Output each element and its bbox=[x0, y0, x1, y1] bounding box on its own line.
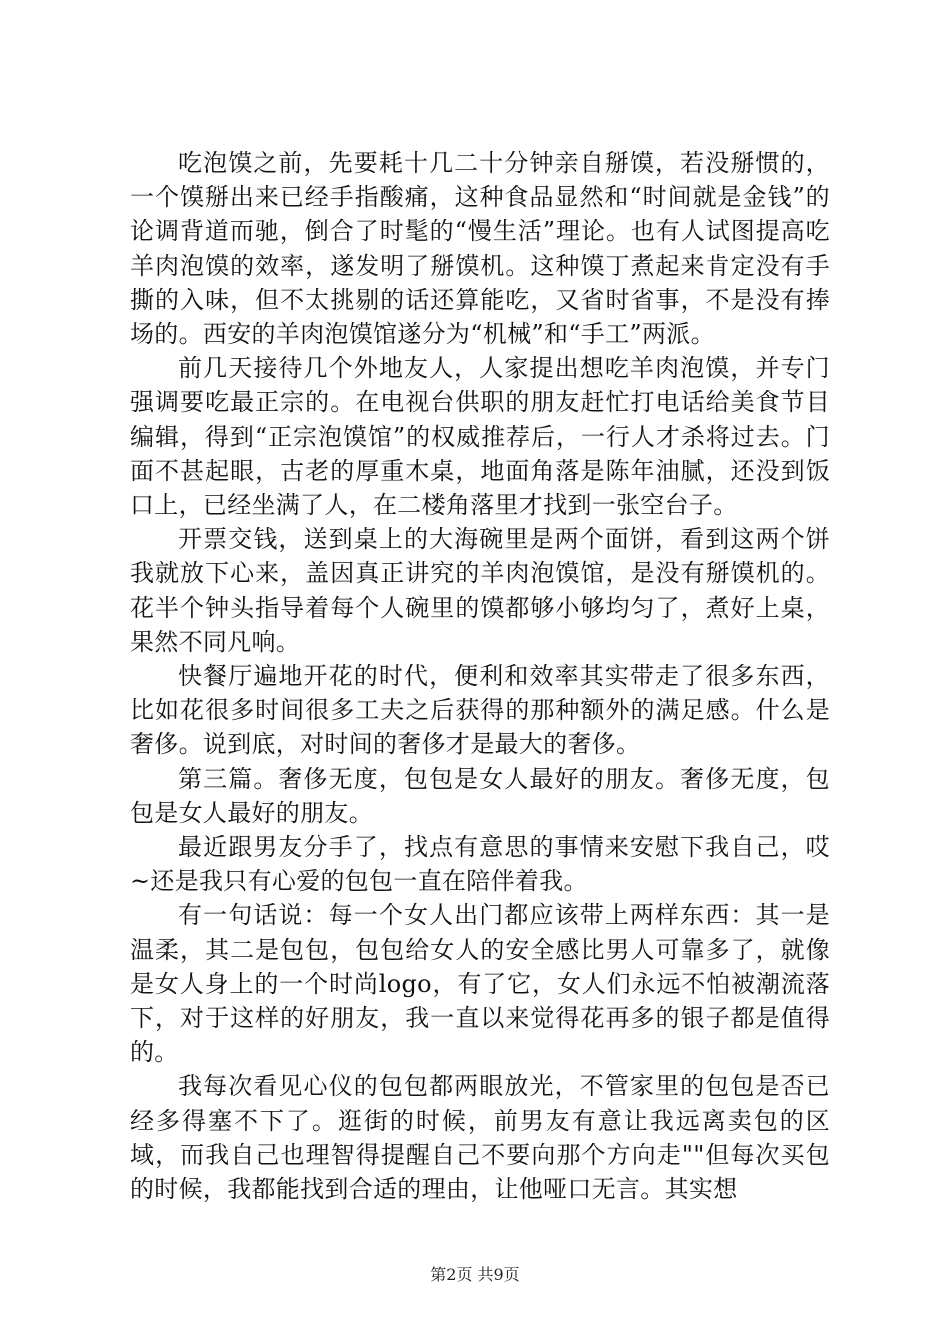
paragraph: 开票交钱，送到桌上的大海碗里是两个面饼，看到这两个饼我就放下心来，盖因真正讲究的羊肉泡馍馆，是没有掰馍机的。花半个钟头指导着每个人碗里的馍都够小够均匀了，煮好上桌，果然不同凡响。 bbox=[130, 525, 830, 656]
paragraph: 前几天接待几个外地友人，人家提出想吃羊肉泡馍，并专门强调要吃最正宗的。在电视台供职的朋友赶忙打电话给美食节目编辑，得到“正宗泡馍馆”的权威推荐后，一行人才杀将过去。门面不甚起眼，古老的厚重木桌，地面角落是陈年油腻，还没到饭口上，已经坐满了人，在二楼角落里才找到一张空台子。 bbox=[130, 354, 830, 520]
page-number-indicator: 第2页 共9页 bbox=[430, 1265, 520, 1284]
paragraph: 最近跟男友分手了，找点有意思的事情来安慰下我自己，哎~还是我只有心爱的包包一直在陪伴着我。 bbox=[130, 833, 830, 896]
document-body bbox=[130, 146, 830, 1206]
page-footer bbox=[0, 1264, 950, 1286]
paragraph: 第三篇。奢侈无度，包包是女人最好的朋友。奢侈无度，包包是女人最好的朋友。 bbox=[130, 764, 830, 827]
paragraph: 有一句话说：每一个女人出门都应该带上两样东西：其一是温柔，其二是包包，包包给女人的安全感比男人可靠多了，就像是女人身上的一个时尚logo，有了它，女人们永远不怕被潮流落下，对于这样的好朋友，我一直以来觉得花再多的银子都是值得的。 bbox=[130, 901, 830, 1067]
paragraph: 快餐厅遍地开花的时代，便利和效率其实带走了很多东西，比如花很多时间很多工夫之后获得的那种额外的满足感。什么是奢侈。说到底，对时间的奢侈才是最大的奢侈。 bbox=[130, 662, 830, 759]
paragraph: 我每次看见心仪的包包都两眼放光，不管家里的包包是否已经多得塞不下了。逛街的时候，前男友有意让我远离卖包的区域，而我自己也理智得提醒自己不要向那个方向走""但每次买包的时候，我都能找到合适的理由，让他哑口无言。其实想 bbox=[130, 1072, 830, 1204]
paragraph: 吃泡馍之前，先要耗十几二十分钟亲自掰馍，若没掰惯的，一个馍掰出来已经手指酸痛，这种食品显然和“时间就是金钱”的论调背道而驰，倒合了时髦的“慢生活”理论。也有人试图提高吃羊肉泡馍的效率，遂发明了掰馍机。这种馍丁煮起来肯定没有手撕的入味，但不太挑剔的话还算能吃，又省时省事，不是没有捧场的。西安的羊肉泡馍馆遂分为“机械”和“手工”两派。 bbox=[130, 149, 830, 349]
